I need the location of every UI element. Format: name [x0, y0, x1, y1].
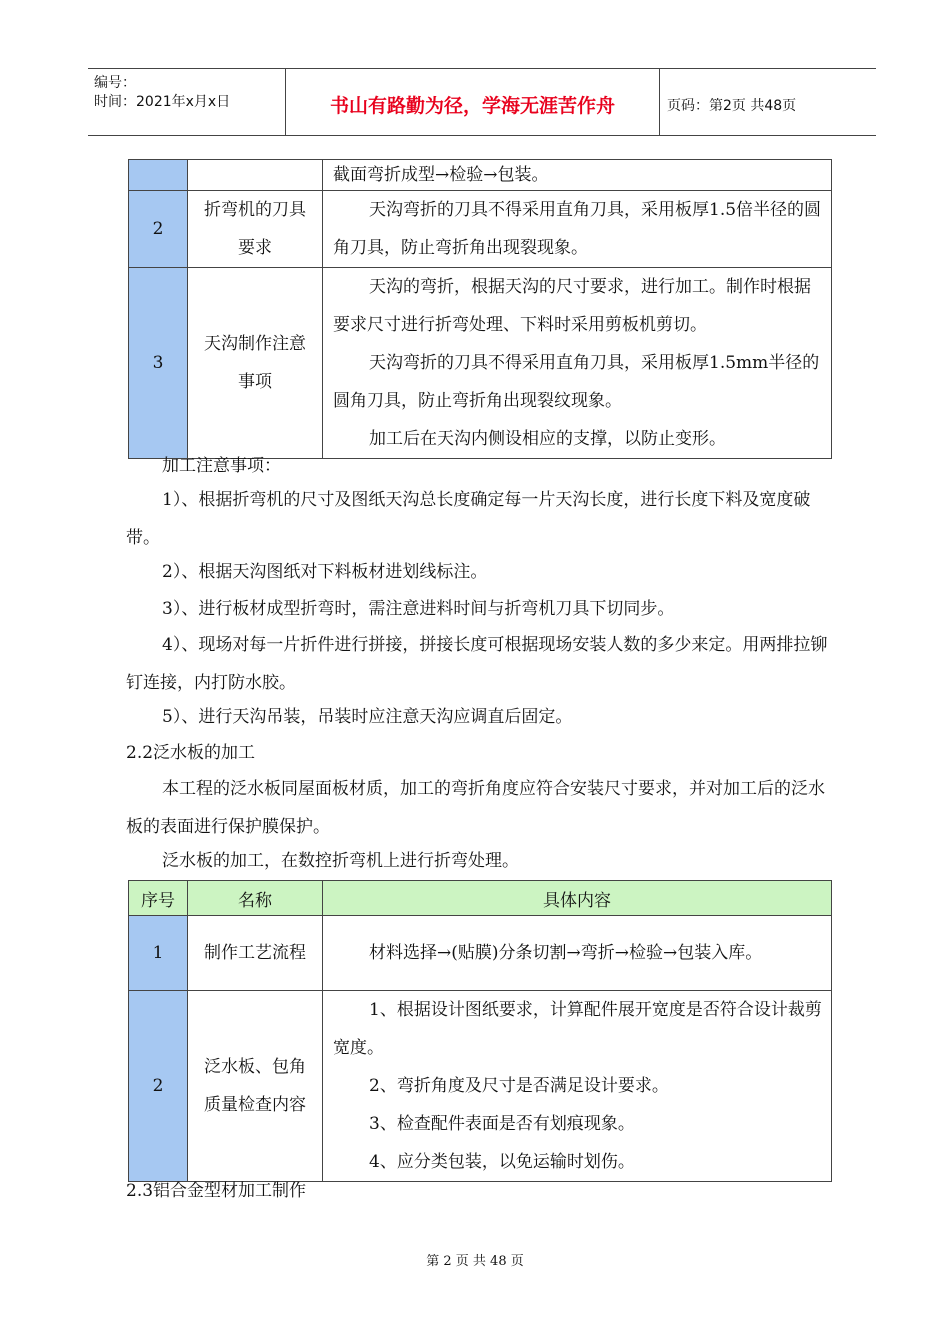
row-name [188, 268, 323, 459]
table-row [129, 991, 832, 1182]
header-meta [88, 69, 285, 135]
note-item: 2）、根据天沟图纸对下料板材进划线标注。 [162, 562, 488, 582]
page-footer: 第 2 页 共 48 页 [426, 1254, 524, 1269]
row-name-cell [188, 160, 323, 191]
notes-title: 加工注意事项： [162, 456, 281, 476]
table-row [129, 916, 832, 991]
row-name [188, 191, 323, 268]
row-name-line: 折弯机的刀具 [204, 200, 306, 220]
row-content: 截面弯折成型→检验→包装。 [323, 160, 832, 191]
header-page-cell [659, 69, 876, 135]
row-number-cell [129, 160, 188, 191]
content-paragraph: 4、应分类包装，以免运输时划伤。 [369, 1152, 635, 1172]
content-paragraph: 加工后在天沟内侧设相应的支撑，以防止变形。 [369, 429, 726, 449]
column-header: 名称 [188, 881, 323, 916]
row-number: 1 [129, 916, 188, 991]
table-row [129, 191, 832, 268]
content-paragraph: 天沟的弯折，根据天沟的尺寸要求，进行加工。制作时根据要求尺寸进行折弯处理、下料时采用剪板机剪切。 [333, 277, 811, 335]
row-number: 2 [129, 191, 188, 268]
content-paragraph: 2、弯折角度及尺寸是否满足设计要求。 [369, 1076, 669, 1096]
row-name-line: 泛水板、包角 [204, 1057, 306, 1077]
row-name-line: 天沟制作注意 [204, 334, 306, 354]
header-time: 时间：2021年x月x日 [94, 94, 231, 110]
content-paragraph: 天沟弯折的刀具不得采用直角刀具，采用板厚1.5倍半径的圆角刀具，防止弯折角出现裂现象。 [333, 200, 822, 258]
section-paragraph: 泛水板的加工，在数控折弯机上进行折弯处理。 [162, 851, 519, 871]
table-row [129, 160, 832, 191]
row-name-line: 事项 [238, 372, 272, 392]
column-header: 序号 [129, 881, 188, 916]
content-paragraph: 材料选择→(贴膜)分条切割→弯折→检验→包装入库。 [369, 943, 763, 963]
row-name-line: 要求 [238, 238, 272, 258]
content-paragraph: 3、检查配件表面是否有划痕现象。 [369, 1114, 635, 1134]
section-heading: 2.3铝合金型材加工制作 [126, 1181, 307, 1201]
row-number: 2 [129, 991, 188, 1182]
row-name [188, 991, 323, 1182]
row-number: 3 [129, 268, 188, 459]
page-header [88, 68, 876, 136]
row-content [323, 191, 832, 268]
header-page-info: 页码：第2页 共48页 [667, 98, 797, 114]
note-item: 3）、进行板材成型折弯时，需注意进料时间与折弯机刀具下切同步。 [162, 599, 675, 619]
row-name: 制作工艺流程 [188, 916, 323, 991]
header-number: 编号： [94, 75, 136, 91]
section-paragraph: 本工程的泛水板同屋面板材质，加工的弯折角度应符合安装尺寸要求，并对加工后的泛水板的表面进行保护膜保护。 [126, 779, 825, 837]
row-content [323, 268, 832, 459]
content-paragraph: 天沟弯折的刀具不得采用直角刀具，采用板厚1.5mm半径的圆角刀具，防止弯折角出现裂纹现象。 [333, 353, 820, 411]
note-item: 4）、现场对每一片折件进行拼接，拼接长度可根据现场安装人数的多少来定。用两排拉铆钉连接，内打防水胶。 [126, 635, 828, 693]
table-row [129, 268, 832, 459]
note-item: 5）、进行天沟吊装，吊装时应注意天沟应调直后固定。 [162, 707, 573, 727]
row-name-line: 质量检查内容 [204, 1095, 306, 1115]
header-motto-cell [285, 69, 660, 135]
note-item: 1）、根据折弯机的尺寸及图纸天沟总长度确定每一片天沟长度，进行长度下料及宽度破带。 [126, 490, 811, 548]
row-content [323, 916, 832, 991]
process-table-continued [128, 159, 832, 459]
header-motto: 书山有路勤为径，学海无涯苦作舟 [329, 95, 615, 117]
content-paragraph: 1、根据设计图纸要求，计算配件展开宽度是否符合设计裁剪宽度。 [333, 1000, 822, 1058]
row-content [323, 991, 832, 1182]
column-header: 具体内容 [323, 881, 832, 916]
table-header-row [129, 881, 832, 916]
flashing-table [128, 880, 832, 1182]
section-heading: 2.2泛水板的加工 [126, 743, 256, 763]
